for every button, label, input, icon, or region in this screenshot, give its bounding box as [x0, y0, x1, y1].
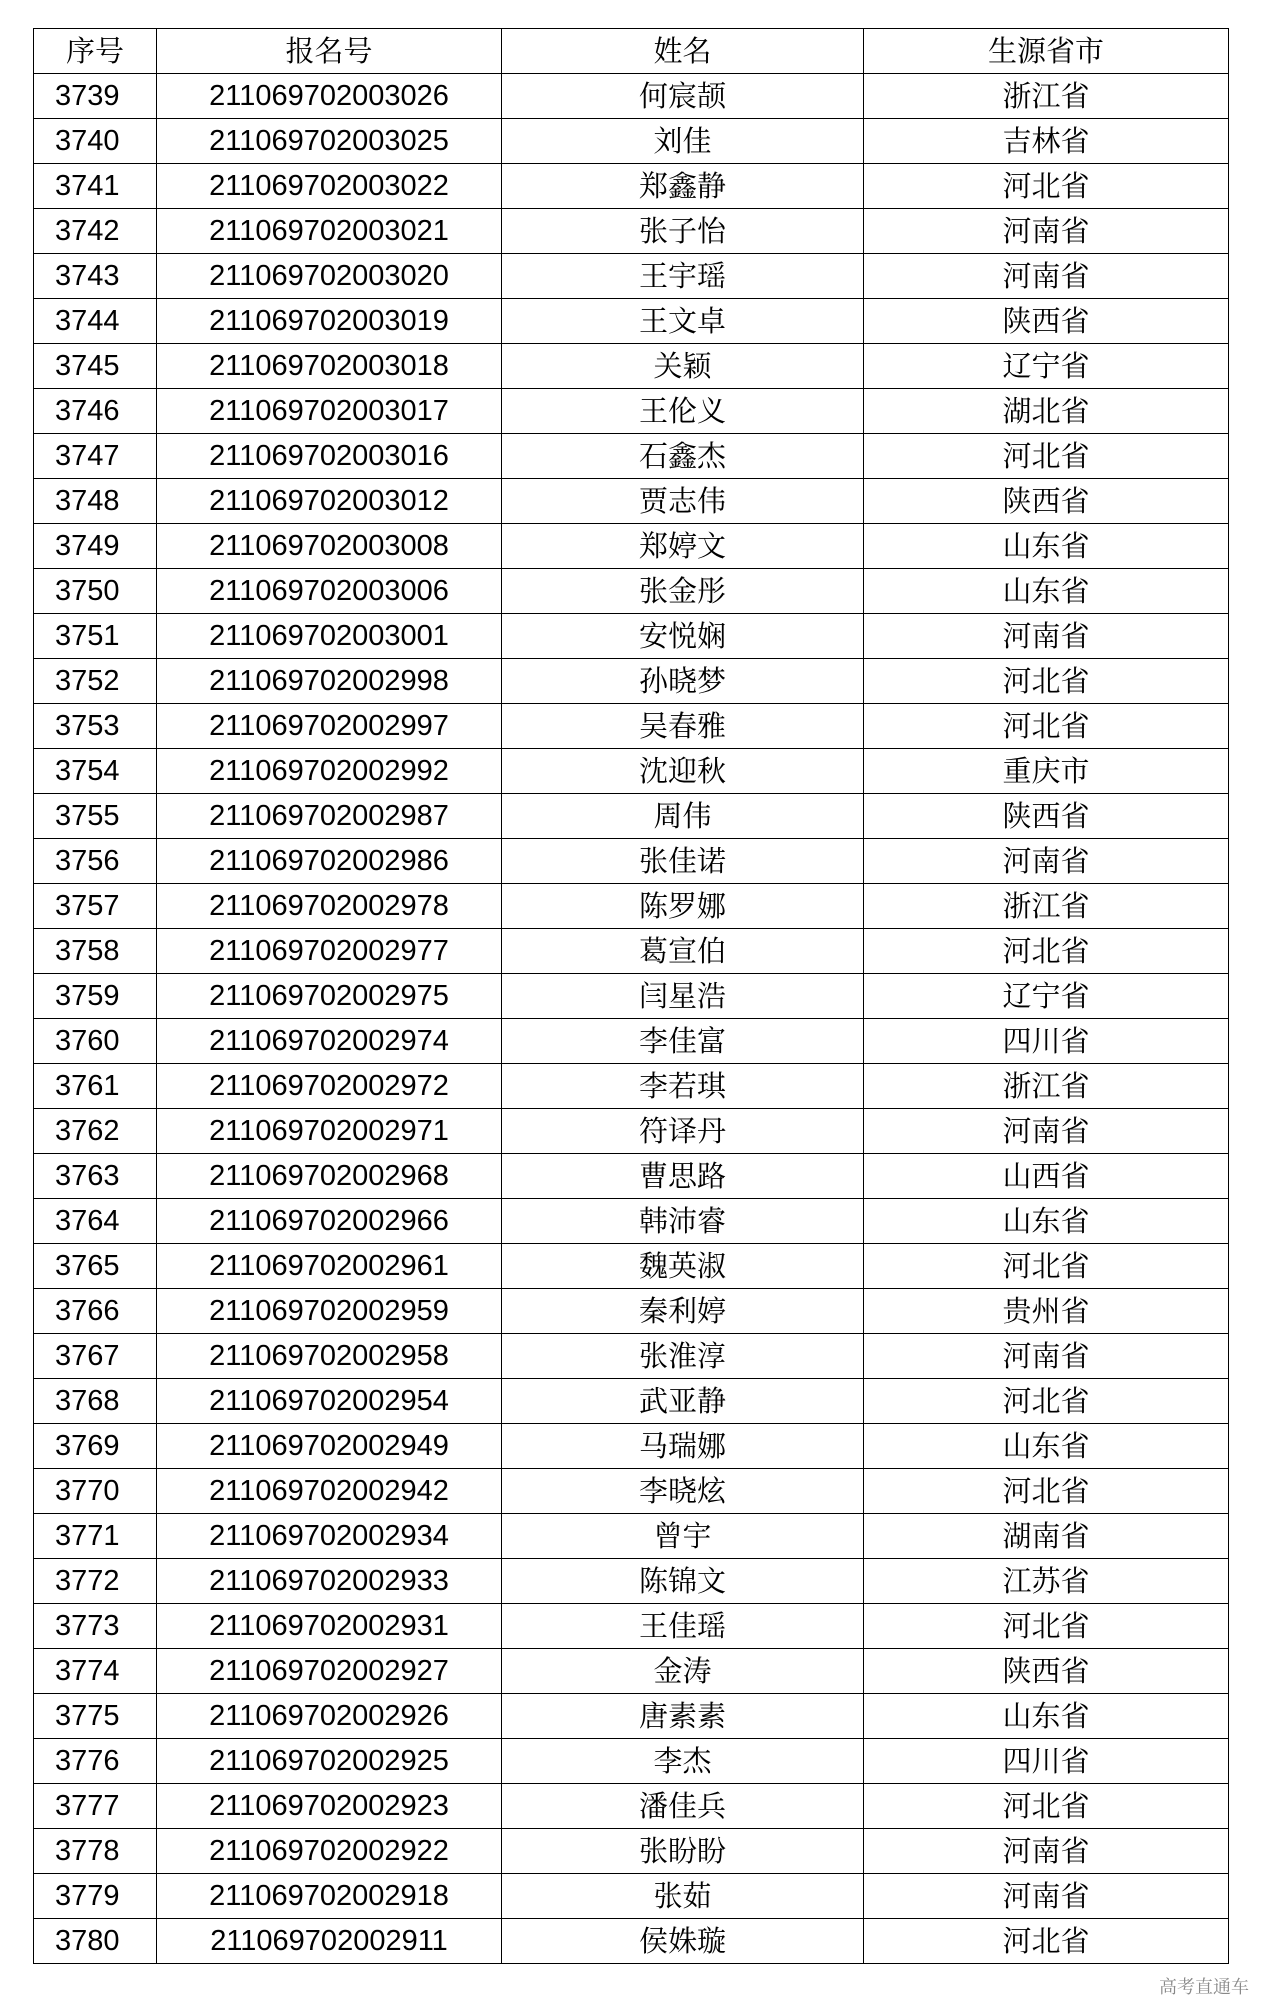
- column-header-serial-number: 序号: [34, 29, 157, 74]
- table-row: [34, 119, 1229, 164]
- province-cell: 河南省: [864, 254, 1229, 299]
- table-row: [34, 1469, 1229, 1514]
- name-cell: 葛宣伯: [502, 929, 864, 974]
- serial-number-cell: 3758: [34, 929, 157, 974]
- serial-number-cell: 3750: [34, 569, 157, 614]
- province-cell: 贵州省: [864, 1289, 1229, 1334]
- serial-number-cell: 3778: [34, 1829, 157, 1874]
- name-cell: 何宸颉: [502, 74, 864, 119]
- column-header-name: 姓名: [502, 29, 864, 74]
- province-cell: 四川省: [864, 1739, 1229, 1784]
- table-row: [34, 794, 1229, 839]
- province-cell: 河南省: [864, 1109, 1229, 1154]
- serial-number-cell: 3739: [34, 74, 157, 119]
- serial-number-cell: 3777: [34, 1784, 157, 1829]
- serial-number-cell: 3751: [34, 614, 157, 659]
- registration-number-cell: 211069702003020: [157, 254, 502, 299]
- registration-number-cell: 211069702003026: [157, 74, 502, 119]
- watermark-text: 高考直通车: [1159, 1977, 1249, 1998]
- table-row: [34, 209, 1229, 254]
- province-cell: 山东省: [864, 524, 1229, 569]
- name-cell: 侯姝璇: [502, 1919, 864, 1964]
- serial-number-cell: 3756: [34, 839, 157, 884]
- province-cell: 山东省: [864, 1424, 1229, 1469]
- serial-number-cell: 3753: [34, 704, 157, 749]
- serial-number-cell: 3768: [34, 1379, 157, 1424]
- serial-number-cell: 3775: [34, 1694, 157, 1739]
- name-cell: 武亚静: [502, 1379, 864, 1424]
- province-cell: 河南省: [864, 614, 1229, 659]
- name-cell: 关颖: [502, 344, 864, 389]
- serial-number-cell: 3741: [34, 164, 157, 209]
- table-row: [34, 749, 1229, 794]
- registration-number-cell: 211069702002933: [157, 1559, 502, 1604]
- table-row: [34, 254, 1229, 299]
- province-cell: 河北省: [864, 1379, 1229, 1424]
- serial-number-cell: 3779: [34, 1874, 157, 1919]
- province-cell: 湖北省: [864, 389, 1229, 434]
- province-cell: 浙江省: [864, 1064, 1229, 1109]
- table-row: [34, 479, 1229, 524]
- table-row: [34, 1694, 1229, 1739]
- name-cell: 郑鑫静: [502, 164, 864, 209]
- admission-list-table: [33, 28, 1229, 1964]
- serial-number-cell: 3772: [34, 1559, 157, 1604]
- name-cell: 唐素素: [502, 1694, 864, 1739]
- province-cell: 陕西省: [864, 299, 1229, 344]
- province-cell: 河北省: [864, 1784, 1229, 1829]
- table-row: [34, 659, 1229, 704]
- serial-number-cell: 3757: [34, 884, 157, 929]
- table-row: [34, 569, 1229, 614]
- table-row: [34, 1379, 1229, 1424]
- registration-number-cell: 211069702002987: [157, 794, 502, 839]
- serial-number-cell: 3747: [34, 434, 157, 479]
- name-cell: 孙晓梦: [502, 659, 864, 704]
- table-row: [34, 389, 1229, 434]
- name-cell: 王佳瑶: [502, 1604, 864, 1649]
- table-row: [34, 1829, 1229, 1874]
- table-row: [34, 1109, 1229, 1154]
- registration-number-cell: 211069702002975: [157, 974, 502, 1019]
- table-row: [34, 884, 1229, 929]
- table-row: [34, 1514, 1229, 1559]
- table-row: [34, 1739, 1229, 1784]
- province-cell: 吉林省: [864, 119, 1229, 164]
- name-cell: 张淮淳: [502, 1334, 864, 1379]
- province-cell: 河南省: [864, 839, 1229, 884]
- table-row: [34, 1424, 1229, 1469]
- table-row: [34, 344, 1229, 389]
- serial-number-cell: 3743: [34, 254, 157, 299]
- serial-number-cell: 3744: [34, 299, 157, 344]
- registration-number-cell: 211069702002992: [157, 749, 502, 794]
- province-cell: 河北省: [864, 704, 1229, 749]
- serial-number-cell: 3759: [34, 974, 157, 1019]
- registration-number-cell: 211069702003019: [157, 299, 502, 344]
- registration-number-cell: 211069702003016: [157, 434, 502, 479]
- table-row: [34, 1289, 1229, 1334]
- table-row: [34, 1334, 1229, 1379]
- name-cell: 金涛: [502, 1649, 864, 1694]
- name-cell: 马瑞娜: [502, 1424, 864, 1469]
- name-cell: 潘佳兵: [502, 1784, 864, 1829]
- table-row: [34, 839, 1229, 884]
- province-cell: 陕西省: [864, 479, 1229, 524]
- table-row: [34, 929, 1229, 974]
- table-row: [34, 974, 1229, 1019]
- name-cell: 石鑫杰: [502, 434, 864, 479]
- registration-number-cell: 211069702002966: [157, 1199, 502, 1244]
- serial-number-cell: 3742: [34, 209, 157, 254]
- table-row: [34, 1784, 1229, 1829]
- registration-number-cell: 211069702002922: [157, 1829, 502, 1874]
- serial-number-cell: 3746: [34, 389, 157, 434]
- registration-number-cell: 211069702003025: [157, 119, 502, 164]
- province-cell: 河北省: [864, 929, 1229, 974]
- serial-number-cell: 3740: [34, 119, 157, 164]
- name-cell: 曹思路: [502, 1154, 864, 1199]
- serial-number-cell: 3765: [34, 1244, 157, 1289]
- province-cell: 山西省: [864, 1154, 1229, 1199]
- table-row: [34, 299, 1229, 344]
- province-cell: 重庆市: [864, 749, 1229, 794]
- province-cell: 河南省: [864, 1829, 1229, 1874]
- name-cell: 张金彤: [502, 569, 864, 614]
- registration-number-cell: 211069702002978: [157, 884, 502, 929]
- table-row: [34, 524, 1229, 569]
- table-row: [34, 1604, 1229, 1649]
- name-cell: 王文卓: [502, 299, 864, 344]
- table-row: [34, 1874, 1229, 1919]
- name-cell: 沈迎秋: [502, 749, 864, 794]
- name-cell: 张盼盼: [502, 1829, 864, 1874]
- serial-number-cell: 3770: [34, 1469, 157, 1514]
- registration-number-cell: 211069702002968: [157, 1154, 502, 1199]
- serial-number-cell: 3780: [34, 1919, 157, 1964]
- province-cell: 四川省: [864, 1019, 1229, 1064]
- registration-number-cell: 211069702003006: [157, 569, 502, 614]
- province-cell: 河北省: [864, 1469, 1229, 1514]
- province-cell: 辽宁省: [864, 974, 1229, 1019]
- name-cell: 张子怡: [502, 209, 864, 254]
- table-header: [34, 29, 1229, 74]
- registration-number-cell: 211069702002918: [157, 1874, 502, 1919]
- table-row: [34, 74, 1229, 119]
- province-cell: 浙江省: [864, 884, 1229, 929]
- registration-number-cell: 211069702003001: [157, 614, 502, 659]
- registration-number-cell: 211069702003017: [157, 389, 502, 434]
- name-cell: 李佳富: [502, 1019, 864, 1064]
- name-cell: 陈罗娜: [502, 884, 864, 929]
- column-header-registration-number: 报名号: [157, 29, 502, 74]
- province-cell: 浙江省: [864, 74, 1229, 119]
- province-cell: 山东省: [864, 1694, 1229, 1739]
- province-cell: 河北省: [864, 1919, 1229, 1964]
- table-row: [34, 1244, 1229, 1289]
- name-cell: 王伦义: [502, 389, 864, 434]
- registration-number-cell: 211069702002949: [157, 1424, 502, 1469]
- serial-number-cell: 3776: [34, 1739, 157, 1784]
- name-cell: 秦利婷: [502, 1289, 864, 1334]
- serial-number-cell: 3773: [34, 1604, 157, 1649]
- province-cell: 山东省: [864, 1199, 1229, 1244]
- name-cell: 李杰: [502, 1739, 864, 1784]
- serial-number-cell: 3767: [34, 1334, 157, 1379]
- registration-number-cell: 211069702002977: [157, 929, 502, 974]
- registration-number-cell: 211069702002986: [157, 839, 502, 884]
- serial-number-cell: 3764: [34, 1199, 157, 1244]
- province-cell: 河北省: [864, 1604, 1229, 1649]
- province-cell: 山东省: [864, 569, 1229, 614]
- registration-number-cell: 211069702002954: [157, 1379, 502, 1424]
- registration-number-cell: 211069702002934: [157, 1514, 502, 1559]
- table-row: [34, 1154, 1229, 1199]
- name-cell: 王宇瑶: [502, 254, 864, 299]
- province-cell: 河北省: [864, 434, 1229, 479]
- table-row: [34, 434, 1229, 479]
- table-row: [34, 164, 1229, 209]
- province-cell: 陕西省: [864, 794, 1229, 839]
- province-cell: 河北省: [864, 659, 1229, 704]
- name-cell: 刘佳: [502, 119, 864, 164]
- serial-number-cell: 3754: [34, 749, 157, 794]
- registration-number-cell: 211069702002998: [157, 659, 502, 704]
- province-cell: 河南省: [864, 1334, 1229, 1379]
- registration-number-cell: 211069702002959: [157, 1289, 502, 1334]
- name-cell: 符译丹: [502, 1109, 864, 1154]
- serial-number-cell: 3749: [34, 524, 157, 569]
- serial-number-cell: 3763: [34, 1154, 157, 1199]
- serial-number-cell: 3766: [34, 1289, 157, 1334]
- table-row: [34, 1919, 1229, 1964]
- name-cell: 曾宇: [502, 1514, 864, 1559]
- registration-number-cell: 211069702003022: [157, 164, 502, 209]
- registration-number-cell: 211069702002972: [157, 1064, 502, 1109]
- registration-number-cell: 211069702002927: [157, 1649, 502, 1694]
- province-cell: 湖南省: [864, 1514, 1229, 1559]
- serial-number-cell: 3745: [34, 344, 157, 389]
- registration-number-cell: 211069702002971: [157, 1109, 502, 1154]
- serial-number-cell: 3748: [34, 479, 157, 524]
- header-row: [34, 29, 1229, 74]
- serial-number-cell: 3771: [34, 1514, 157, 1559]
- registration-number-cell: 211069702003018: [157, 344, 502, 389]
- name-cell: 周伟: [502, 794, 864, 839]
- serial-number-cell: 3761: [34, 1064, 157, 1109]
- registration-number-cell: 211069702002974: [157, 1019, 502, 1064]
- registration-number-cell: 211069702002923: [157, 1784, 502, 1829]
- province-cell: 河南省: [864, 209, 1229, 254]
- name-cell: 闫星浩: [502, 974, 864, 1019]
- registration-number-cell: 211069702003012: [157, 479, 502, 524]
- name-cell: 李若琪: [502, 1064, 864, 1109]
- table-row: [34, 704, 1229, 749]
- name-cell: 张佳诺: [502, 839, 864, 884]
- name-cell: 魏英淑: [502, 1244, 864, 1289]
- name-cell: 陈锦文: [502, 1559, 864, 1604]
- province-cell: 江苏省: [864, 1559, 1229, 1604]
- column-header-home-province: 生源省市: [864, 29, 1229, 74]
- registration-number-cell: 211069702002942: [157, 1469, 502, 1514]
- serial-number-cell: 3755: [34, 794, 157, 839]
- table-body: [34, 74, 1229, 1964]
- name-cell: 郑婷文: [502, 524, 864, 569]
- serial-number-cell: 3752: [34, 659, 157, 704]
- table-row: [34, 1064, 1229, 1109]
- table-row: [34, 1559, 1229, 1604]
- province-cell: 河南省: [864, 1874, 1229, 1919]
- registration-number-cell: 211069702003008: [157, 524, 502, 569]
- name-cell: 贾志伟: [502, 479, 864, 524]
- table-row: [34, 1019, 1229, 1064]
- registration-number-cell: 211069702002961: [157, 1244, 502, 1289]
- province-cell: 河北省: [864, 164, 1229, 209]
- registration-number-cell: 211069702002926: [157, 1694, 502, 1739]
- registration-number-cell: 211069702002911: [157, 1919, 502, 1964]
- serial-number-cell: 3769: [34, 1424, 157, 1469]
- name-cell: 韩沛睿: [502, 1199, 864, 1244]
- province-cell: 辽宁省: [864, 344, 1229, 389]
- registration-number-cell: 211069702003021: [157, 209, 502, 254]
- name-cell: 李晓炫: [502, 1469, 864, 1514]
- serial-number-cell: 3760: [34, 1019, 157, 1064]
- province-cell: 陕西省: [864, 1649, 1229, 1694]
- table-row: [34, 1649, 1229, 1694]
- name-cell: 安悦娴: [502, 614, 864, 659]
- registration-number-cell: 211069702002925: [157, 1739, 502, 1784]
- registration-number-cell: 211069702002958: [157, 1334, 502, 1379]
- table-row: [34, 1199, 1229, 1244]
- table-row: [34, 614, 1229, 659]
- registration-number-cell: 211069702002931: [157, 1604, 502, 1649]
- province-cell: 河北省: [864, 1244, 1229, 1289]
- registration-number-cell: 211069702002997: [157, 704, 502, 749]
- serial-number-cell: 3762: [34, 1109, 157, 1154]
- serial-number-cell: 3774: [34, 1649, 157, 1694]
- name-cell: 吴春雅: [502, 704, 864, 749]
- name-cell: 张茹: [502, 1874, 864, 1919]
